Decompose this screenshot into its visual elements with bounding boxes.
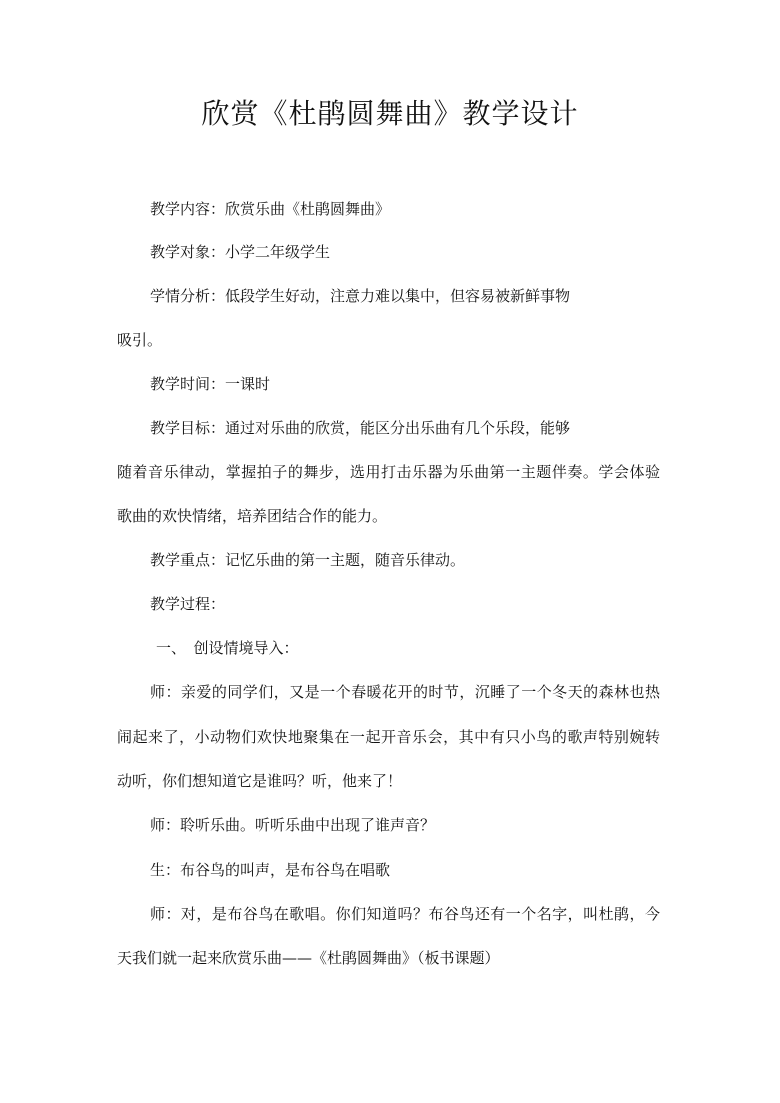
paragraph-teaching-focus: 教学重点：记忆乐曲的第一主题，随音乐律动。 <box>150 551 466 569</box>
paragraph-teacher-2: 师：聆听乐曲。听听乐曲中出现了谁声音？ <box>150 816 436 834</box>
paragraph-teaching-goals-cont: 随着音乐律动，掌握拍子的舞步，选用打击乐器为乐曲第一主题伴奏。学会体验 <box>117 463 660 481</box>
paragraph-teacher-1-cont: 闹起来了，小动物们欢快地聚集在一起开音乐会，其中有只小鸟的歌声特别婉转 <box>117 728 660 746</box>
paragraph-teacher-1-end: 动听，你们想知道它是谁吗？听，他来了！ <box>117 772 403 790</box>
paragraph-teacher-3-cont: 天我们就一起来欣赏乐曲——《杜鹃圆舞曲》（板书课题） <box>117 949 500 967</box>
section-heading-intro: 一、 创设情境导入： <box>156 639 299 657</box>
paragraph-teacher-3: 师：对，是布谷鸟在歌唱。你们知道吗？布谷鸟还有一个名字，叫杜鹃，今 <box>150 905 660 923</box>
paragraph-teaching-time: 教学时间：一课时 <box>150 375 271 393</box>
paragraph-teaching-target: 教学对象：小学二年级学生 <box>150 243 331 261</box>
paragraph-teaching-goals: 教学目标：通过对乐曲的欣赏，能区分出乐曲有几个乐段，能够 <box>150 419 571 437</box>
paragraph-learning-analysis: 学情分析：低段学生好动，注意力难以集中，但容易被新鲜事物 <box>150 287 571 305</box>
paragraph-teacher-1: 师：亲爱的同学们，又是一个春暖花开的时节，沉睡了一个冬天的森林也热 <box>150 683 660 701</box>
paragraph-teaching-process: 教学过程： <box>150 595 226 613</box>
paragraph-learning-analysis-cont: 吸引。 <box>117 331 163 349</box>
paragraph-teaching-goals-end: 歌曲的欢快情绪，培养团结合作的能力。 <box>117 507 388 525</box>
document-title: 欣赏《杜鹃圆舞曲》教学设计 <box>201 97 579 130</box>
paragraph-student-1: 生：布谷鸟的叫声，是布谷鸟在唱歌 <box>150 861 391 879</box>
paragraph-teaching-content: 教学内容：欣赏乐曲《杜鹃圆舞曲》 <box>150 200 391 218</box>
